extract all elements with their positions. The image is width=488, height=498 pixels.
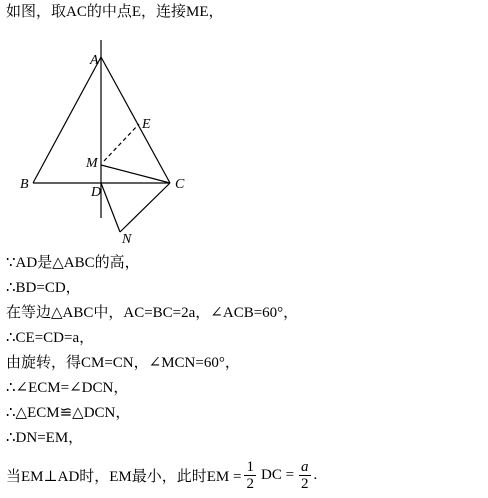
step-line: 在等边△ABC中，AC=BC=2a，∠ACB=60°， [6, 305, 299, 321]
label-m: M [86, 156, 98, 171]
conclusion-prefix: 当EM⊥AD时，EM最小，此时EM = [6, 468, 242, 485]
fraction-one-half [244, 459, 256, 492]
conclusion-suffix: . [313, 466, 318, 483]
fraction-a-over-two [299, 459, 311, 492]
step-line: ∴DN=EM， [6, 430, 84, 446]
label-n: N [122, 232, 132, 247]
label-b: B [20, 177, 29, 192]
segment-dn [101, 183, 120, 232]
step-line: ∴BD=CD， [6, 280, 81, 296]
fraction-numerator: 1 [246, 458, 254, 475]
segment-me [104, 124, 139, 161]
step-line: ∴CE=CD=a， [6, 330, 95, 346]
segment-cn [120, 183, 170, 232]
fraction-denominator: 2 [301, 475, 309, 492]
label-c: C [175, 177, 185, 192]
fraction-numerator: a [301, 458, 309, 475]
side-ac [101, 57, 170, 183]
step-line: ∵AD是△ABC的高， [6, 255, 140, 271]
step-line: ∴△ECM≌△DCN， [6, 405, 131, 421]
label-e: E [142, 117, 151, 132]
conclusion-middle: DC = [260, 466, 295, 483]
step-line: ∴∠ECM=∠DCN， [6, 380, 129, 396]
step-line: 由旋转，得CM=CN，∠MCN=60°， [6, 355, 240, 371]
conclusion-line [6, 455, 317, 495]
fraction-denominator: 2 [246, 475, 254, 492]
intro-text: 如图，取AC的中点E，连接ME， [6, 4, 224, 20]
segment-mc [101, 165, 170, 183]
label-d: D [91, 185, 102, 200]
label-a: A [90, 53, 99, 68]
